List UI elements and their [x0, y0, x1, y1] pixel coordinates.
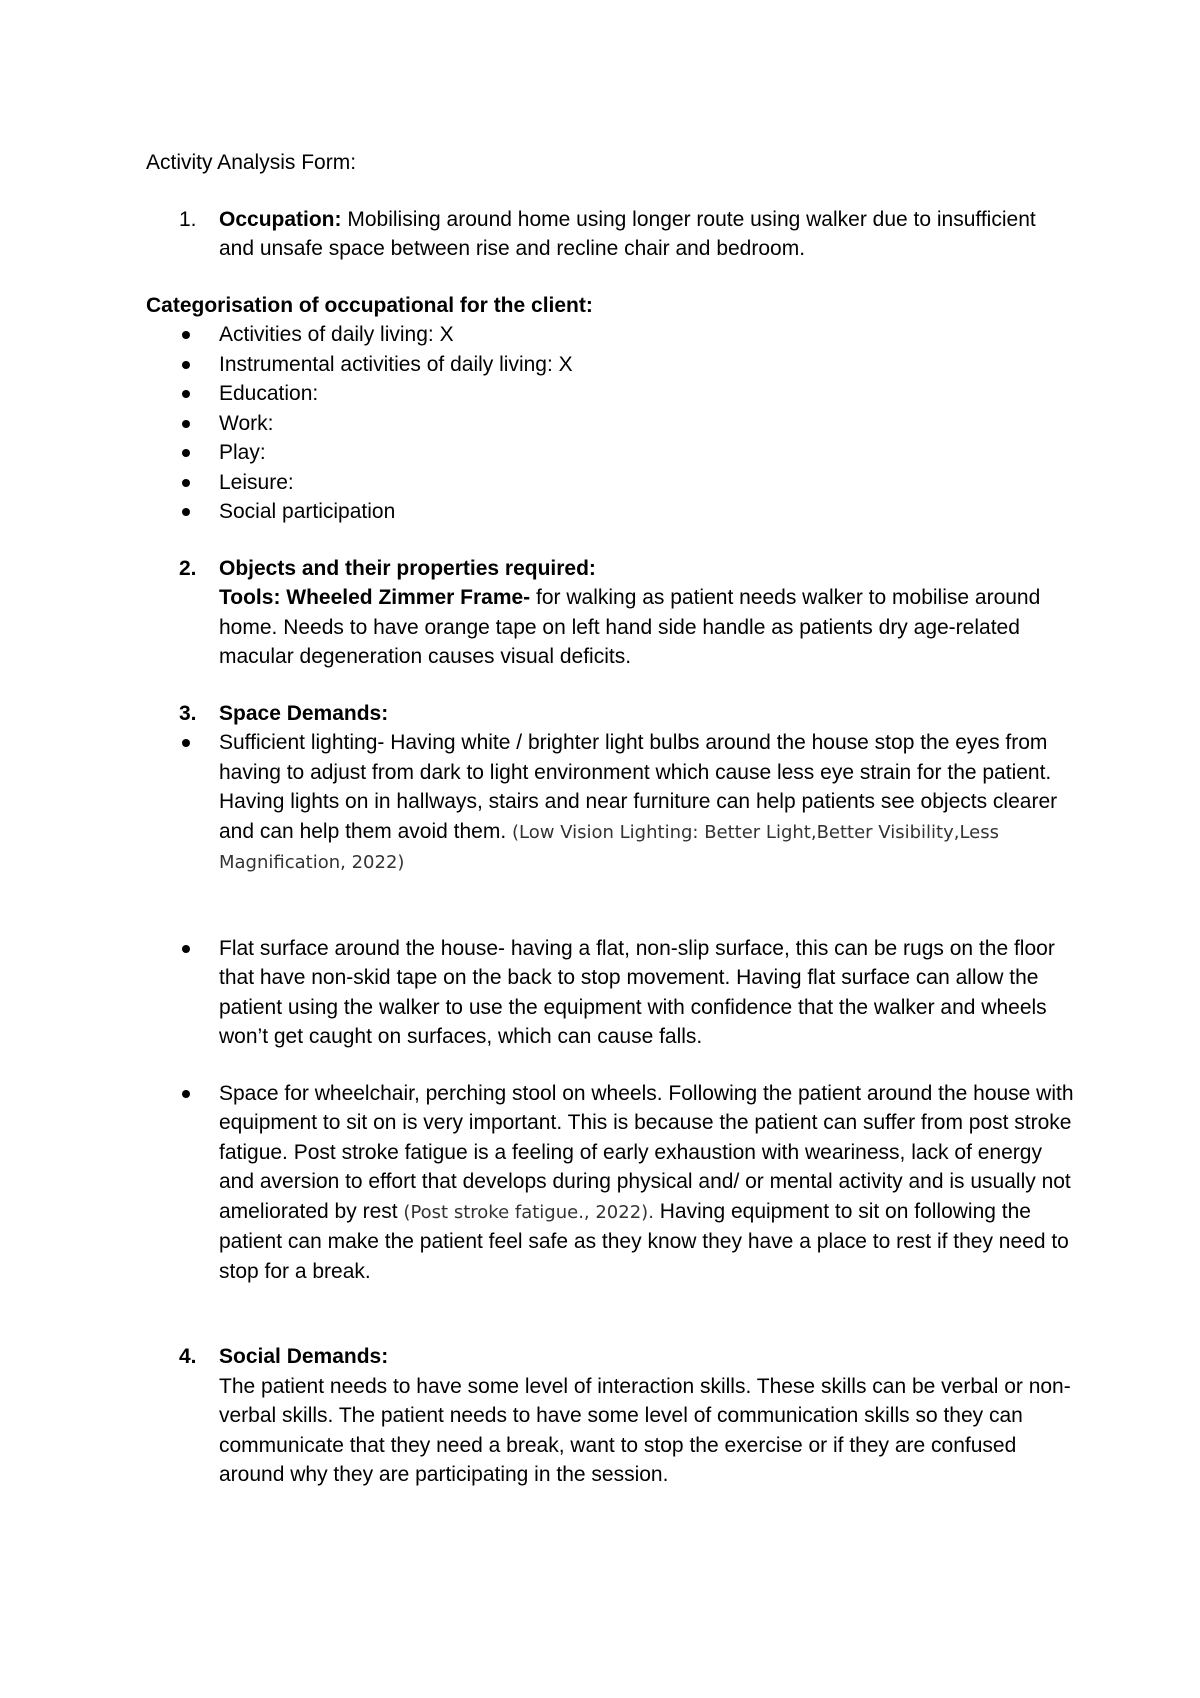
list-item: [146, 468, 1076, 498]
bullet-icon: [182, 945, 190, 953]
list-item-text: Space for wheelchair, perching stool on wheels. Following the patient around the house with equipment to sit on is very important. This is because the patient can suffer from post stroke fatigue. Post stroke fatigue is a feeling of early exhaustion with weariness, lack of energy and aversion to effort that develops during physical and/ or mental activity and is usually not ameliorated by rest: [219, 1081, 1074, 1223]
list-item-text: Flat surface around the house- having a flat, non-slip surface, this can be rugs on the floor that have non-skid tape on the back to stop movement. Having flat surface can allow the patient using the walker to use the equipment with confidence that the walker and wheels won’t get caught on surfaces, which can cause falls.: [219, 936, 1055, 1048]
space-demands-list: [146, 1079, 1076, 1287]
list-item: [146, 497, 1076, 527]
list-item-text: Work:: [219, 411, 274, 435]
bullet-icon: [182, 479, 190, 487]
bullet-icon: [182, 390, 190, 398]
list-item: [146, 320, 1076, 350]
occupation-heading: Occupation:: [219, 207, 342, 231]
item-number: 1.: [179, 207, 197, 231]
bullet-icon: [182, 331, 190, 339]
social-demands-text: The patient needs to have some level of interaction skills. These skills can be verbal or non-verbal skills. The patient needs to have some level of communication skills so they can communicate that they need a break, want to stop the exercise or if they are confused around why they are participating in the session.: [219, 1374, 1071, 1486]
list-item: [146, 350, 1076, 380]
bullet-icon: [182, 739, 190, 747]
categorisation-list: [146, 320, 1076, 527]
occupation-text: Mobilising around home using longer route using walker due to insufficient and unsafe space between rise and recline chair and bedroom.: [219, 207, 1036, 260]
objects-text: [219, 583, 1076, 672]
tools-label: Tools: Wheeled Zimmer Frame-: [219, 586, 531, 609]
objects-item: [146, 554, 1076, 672]
categorisation-heading: Categorisation of occupational for the client:: [146, 293, 593, 317]
space-demands-heading: Space Demands:: [219, 701, 389, 725]
bullet-icon: [182, 361, 190, 369]
list-item: [146, 1079, 1076, 1287]
list-item-text: Play:: [219, 441, 266, 464]
document-title: Activity Analysis Form:: [146, 151, 357, 174]
space-demands-list: [146, 934, 1076, 1052]
item-number: 3.: [179, 701, 197, 725]
list-item-text: Sufficient lighting- Having white / brighter light bulbs around the house stop the eyes from having to adjust from dark to light environment which cause less eye strain for the patient. Having lights on in hallways, stairs and near furniture can help patients see objects clearer and can help them avoid them.: [219, 731, 1058, 843]
citation: (Low Vision Lighting: Better Light,Better Visibility,Less Magnification, 2022): [219, 821, 999, 873]
list-item-text: Education:: [219, 382, 319, 405]
space-demands-list: [146, 728, 1076, 878]
bullet-icon: [182, 420, 190, 428]
list-item-text-continued: Having equipment to sit on following the patient can make the patient feel safe as they know they have a place to rest if they need to stop for a break.: [219, 1199, 1069, 1283]
list-item-text: Instrumental activities of daily living: X: [219, 352, 573, 376]
document-body: [146, 148, 1076, 1490]
item-number: 4.: [179, 1345, 197, 1368]
list-item-text: Activities of daily living: X: [219, 323, 454, 346]
list-item: [146, 438, 1076, 468]
bullet-icon: [182, 449, 190, 457]
list-item-text: Social participation: [219, 500, 396, 523]
occupation-item: [146, 205, 1076, 264]
citation: (Post stroke fatigue., 2022).: [403, 1201, 654, 1223]
bullet-icon: [182, 508, 190, 516]
tools-text: for walking as patient needs walker to mobilise around home. Needs to have orange tape on left hand side handle as patients dry age-related macular degeneration causes visual deficits.: [219, 586, 1041, 668]
list-item: [146, 379, 1076, 409]
social-demands-heading: Social Demands:: [219, 1345, 389, 1368]
bullet-icon: [182, 1090, 190, 1098]
list-item-text: Leisure:: [219, 470, 294, 494]
social-demands-item: [146, 1342, 1076, 1490]
list-item: [146, 934, 1076, 1052]
list-item: [146, 409, 1076, 439]
item-number: 2.: [179, 556, 197, 580]
space-demands-item: [146, 699, 1076, 729]
list-item: [146, 728, 1076, 878]
objects-heading: Objects and their properties required:: [219, 556, 596, 580]
